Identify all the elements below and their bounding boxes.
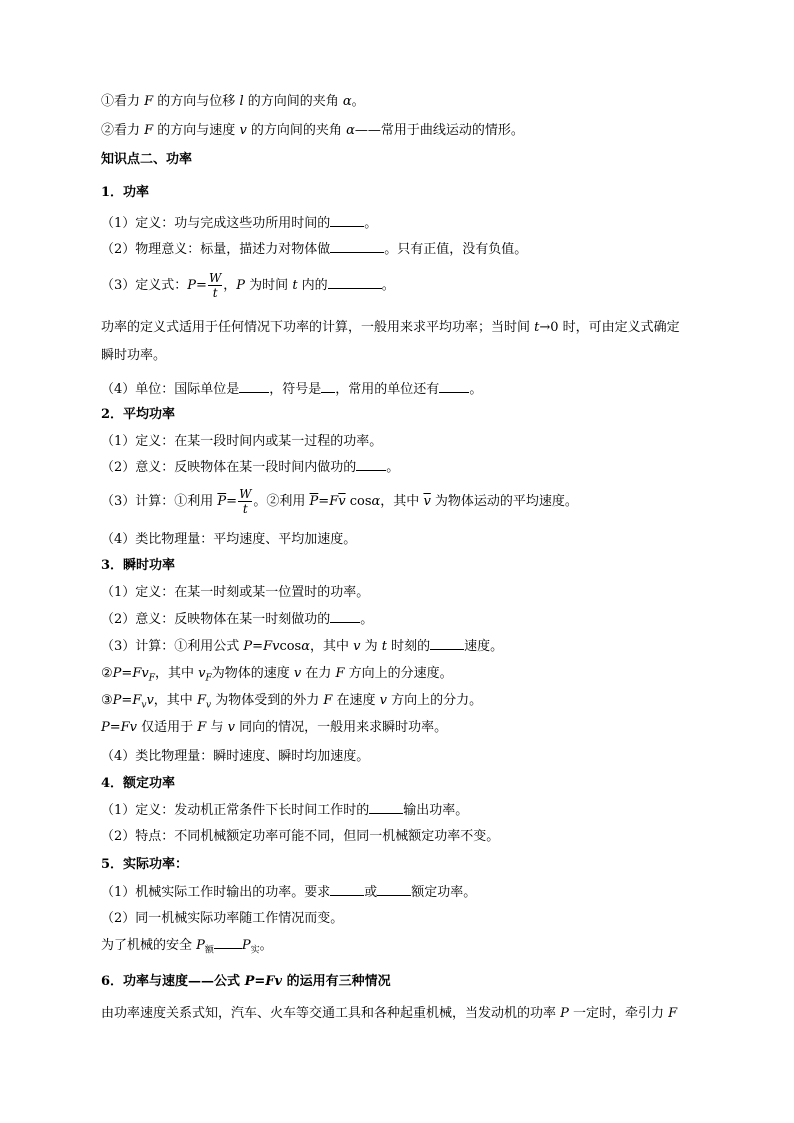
rated-power-feature: （2）特点：不同机械额定功率可能不同，但同一机械额定功率不变。 <box>101 829 500 844</box>
power-definition: （1）定义：功与完成这些功所用时间的 。 <box>101 216 378 231</box>
blank <box>214 936 242 949</box>
power-formula: （3）定义式：P= $\frac{W}{t}$ ，P 为时间 t 内的 。 <box>101 271 395 300</box>
avg-power-analogy: （4）类比物理量：平均速度、平均加速度。 <box>101 532 357 547</box>
avg-power-calc: （3）计算：①利用 $\overline{P}=$ $\frac{W}{t}$ 。②利用 $\overline{P}=F\overline{v}$ cosα，其中 $\overline{v}$ 为物体运动的平均速度。 <box>101 487 578 516</box>
heading-actual-power: 5．实际功率： <box>101 857 189 872</box>
blank <box>330 610 360 623</box>
rated-power-definition: （1）定义：发动机正常条件下长时间工作时的 输出功率。 <box>101 803 469 818</box>
avg-power-definition: （1）定义：在某一段时间内或某一过程的功率。 <box>101 434 383 449</box>
blank <box>377 883 411 896</box>
avg-power-meaning: （2）意义：反映物体在某一段时间内做功的 。 <box>101 460 400 475</box>
power-formula-note-cont: 瞬时功率。 <box>101 348 167 363</box>
section-title-knowledge-point-2: 知识点二、功率 <box>101 152 193 167</box>
actual-power-varies: （2）同一机械实际功率随工作情况而变。 <box>101 911 344 926</box>
actual-power-safety: 为了机械的安全 $P_额$ $P_实$。 <box>101 938 273 956</box>
power-velocity-paragraph: 由功率速度关系式知，汽车、火车等交通工具和各种起重机械，当发动机的功率 P 一定时，牵引力 F <box>101 1006 678 1021</box>
fraction-w-over-t: $\frac{W}{t}$ <box>208 271 222 300</box>
inst-power-calc-2: $②P=Fv_F$，其中 $v_F$为物体的速度 v 在力 F 方向上的分速度。 <box>101 666 453 684</box>
blank <box>330 240 384 253</box>
blank <box>321 380 335 393</box>
blank <box>369 801 403 814</box>
angle-rule-1: ①看力 F 的方向与位移 l 的方向间的夹角 α。 <box>101 94 365 109</box>
blank <box>439 380 469 393</box>
inst-power-calc-3: $③P=F_vv$，其中 $F_v$ 为物体受到的外力 F 在速度 v 方向上的分力。 <box>101 693 483 711</box>
heading-rated-power: 4．额定功率 <box>101 776 176 791</box>
heading-power: 1．功率 <box>101 185 150 200</box>
fraction-w-over-t: $\frac{W}{t}$ <box>239 487 252 516</box>
blank <box>430 637 464 650</box>
heading-instant-power: 3．瞬时功率 <box>101 558 176 573</box>
heading-power-velocity: 6．功率与速度——公式 P=Fv 的运用有三种情况 <box>101 974 391 989</box>
inst-power-definition: （1）定义：在某一时刻或某一位置时的功率。 <box>101 585 370 600</box>
heading-average-power: 2．平均功率 <box>101 407 176 422</box>
blank <box>328 276 382 289</box>
blank <box>239 380 269 393</box>
inst-power-calc-1: （3）计算：①利用公式 P=Fvcosα，其中 v 为 t 时刻的 速度。 <box>101 639 504 654</box>
inst-power-meaning: （2）意义：反映物体在某一时刻做功的 。 <box>101 612 374 627</box>
blank <box>330 214 364 227</box>
actual-power-def: （1）机械实际工作时输出的功率。要求 或 额定功率。 <box>101 885 477 900</box>
angle-rule-2: ②看力 F 的方向与速度 v 的方向间的夹角 α——常用于曲线运动的情形。 <box>101 123 524 138</box>
power-meaning: （2）物理意义：标量，描述力对物体做 。只有正值，没有负值。 <box>101 242 528 257</box>
inst-power-note: P=Fv 仅适用于 F 与 v 同向的情况，一般用来求瞬时功率。 <box>101 720 448 735</box>
power-formula-note: 功率的定义式适用于任何情况下功率的计算，一般用来求平均功率；当时间 t→0 时，可由定义式确定 <box>101 320 680 335</box>
blank <box>356 458 386 471</box>
power-units: （4）单位：国际单位是 ，符号是 ，常用的单位还有 。 <box>101 382 483 397</box>
inst-power-analogy: （4）类比物理量：瞬时速度、瞬时均加速度。 <box>101 749 370 764</box>
blank <box>330 883 364 896</box>
